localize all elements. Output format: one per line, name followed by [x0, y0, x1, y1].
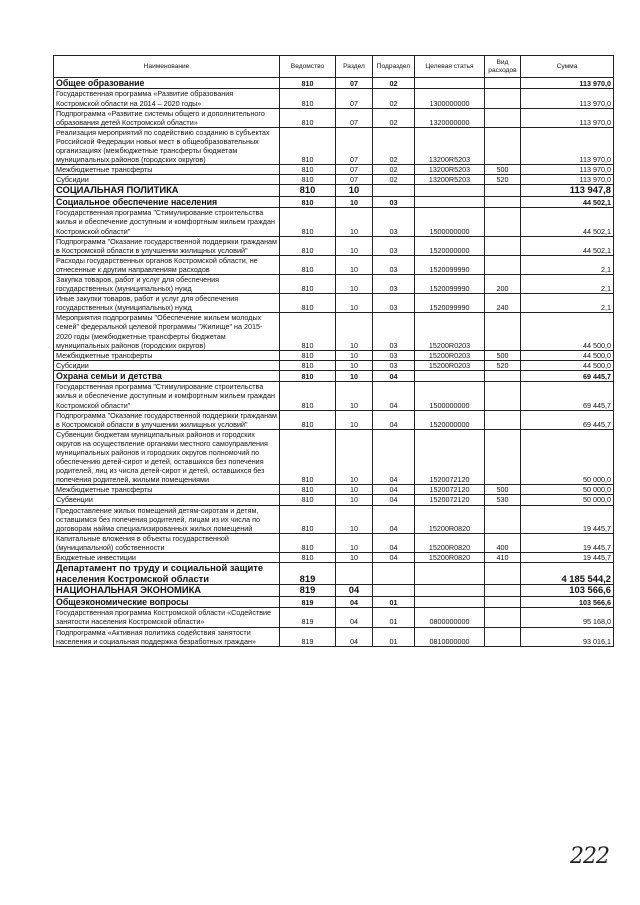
- row-section: 10: [336, 294, 373, 313]
- row-name: Бюджетные инвестиции: [54, 553, 280, 563]
- table-row: [54, 533, 614, 552]
- row-sum: 103 566,6: [521, 596, 614, 607]
- row-kind: 500: [485, 350, 521, 360]
- table-row: [54, 505, 614, 533]
- row-section: 10: [336, 370, 373, 381]
- row-sum: 113 970,0: [521, 127, 614, 164]
- row-name: Межбюджетные трансферты: [54, 165, 280, 175]
- row-sum: 113 947,8: [521, 185, 614, 197]
- row-sum: 113 970,0: [521, 175, 614, 185]
- page-number: 222: [570, 844, 609, 869]
- row-kind: [485, 563, 521, 585]
- table-row: [54, 627, 614, 646]
- row-subsection: 04: [373, 382, 415, 410]
- row-subsection: 03: [373, 208, 415, 236]
- row-kind: [485, 370, 521, 381]
- row-target: 13200R5203: [415, 165, 485, 175]
- table-row: [54, 410, 614, 429]
- table-row: [54, 370, 614, 381]
- row-dept: 810: [280, 429, 336, 485]
- header-sum: Сумма: [521, 56, 614, 78]
- row-dept: 810: [280, 127, 336, 164]
- row-subsection: 04: [373, 485, 415, 495]
- row-name: Мероприятия подпрограммы "Обеспечение жильем молодых семей" федеральной целевой программы "Жилище" на 2015-2020 годы (межбюджетные трансферты бюджетам муниципальных районов (городских округов): [54, 313, 280, 350]
- row-dept: 810: [280, 175, 336, 185]
- row-sum: 44 502,1: [521, 196, 614, 207]
- header-kind: Вид расходов: [485, 56, 521, 78]
- row-section: 04: [336, 585, 373, 597]
- row-kind: [485, 505, 521, 533]
- table-row: [54, 350, 614, 360]
- budget-table-sheet: [53, 55, 613, 647]
- row-name: Предоставление жилых помещений детям-сиротам и детям, оставшимся без попечения родителей, лицам из их числа по договорам найма специализированных жилых помещений: [54, 505, 280, 533]
- row-kind: 520: [485, 175, 521, 185]
- row-target: 1520099990: [415, 294, 485, 313]
- row-kind: 500: [485, 165, 521, 175]
- row-name: Субвенции бюджетам муниципальных районов и городских округов на осуществление органами местного самоуправления муниципальных районов и городских округов полномочий по обеспечению детей-сирот и детей, оставшихся без попечения родителей, лиц из числа детей-сирот и детей, оставшихся без попечения родителей, жилыми помещениями: [54, 429, 280, 485]
- row-name: НАЦИОНАЛЬНАЯ ЭКОНОМИКА: [54, 585, 280, 597]
- row-section: 10: [336, 410, 373, 429]
- table-row: [54, 78, 614, 89]
- row-section: 04: [336, 596, 373, 607]
- row-sum: 19 445,7: [521, 505, 614, 533]
- row-kind: 400: [485, 533, 521, 552]
- row-kind: 530: [485, 495, 521, 505]
- row-dept: 810: [280, 108, 336, 127]
- header-name: Наименование: [54, 56, 280, 78]
- row-subsection: 04: [373, 553, 415, 563]
- table-row: [54, 208, 614, 236]
- row-dept: 810: [280, 196, 336, 207]
- row-name: Иные закупки товаров, работ и услуг для обеспечения государственных (муниципальных) нужд: [54, 294, 280, 313]
- row-subsection: 03: [373, 350, 415, 360]
- row-section: 10: [336, 360, 373, 370]
- row-dept: 810: [280, 78, 336, 89]
- header-dept: Ведомство: [280, 56, 336, 78]
- row-section: 10: [336, 196, 373, 207]
- row-kind: [485, 255, 521, 274]
- row-sum: 69 445,7: [521, 370, 614, 381]
- row-target: 1520072120: [415, 495, 485, 505]
- table-row: [54, 429, 614, 485]
- row-subsection: 01: [373, 608, 415, 627]
- row-name: Общее образование: [54, 78, 280, 89]
- row-dept: 819: [280, 585, 336, 597]
- row-kind: [485, 382, 521, 410]
- row-kind: [485, 627, 521, 646]
- row-name: Закупка товаров, работ и услуг для обеспечения государственных (муниципальных) нужд: [54, 275, 280, 294]
- row-sum: 113 970,0: [521, 89, 614, 108]
- table-row: [54, 255, 614, 274]
- row-sum: 44 502,1: [521, 236, 614, 255]
- row-name: Расходы государственных органов Костромской области, не отнесенные к другим направлениям расходов: [54, 255, 280, 274]
- row-section: 10: [336, 505, 373, 533]
- row-name: Государственная программа Костромской области «Содействие занятости населения Костромской области»: [54, 608, 280, 627]
- row-section: 04: [336, 627, 373, 646]
- row-kind: 520: [485, 360, 521, 370]
- row-dept: 810: [280, 505, 336, 533]
- row-name: Субсидии: [54, 360, 280, 370]
- row-sum: 50 000,0: [521, 429, 614, 485]
- row-name: Межбюджетные трансферты: [54, 485, 280, 495]
- row-sum: 44 500,0: [521, 313, 614, 350]
- table-row: [54, 360, 614, 370]
- table-row: [54, 294, 614, 313]
- row-name: Реализация мероприятий по содействию созданию в субъектах Российской Федерации новых мест в общеобразовательных организациях (межбюджетные трансферты бюджетам муниципальных районов (городских округов): [54, 127, 280, 164]
- row-subsection: 03: [373, 294, 415, 313]
- row-kind: [485, 596, 521, 607]
- row-section: [336, 563, 373, 585]
- budget-table: [53, 55, 614, 647]
- row-target: 15200R0203: [415, 360, 485, 370]
- row-sum: 44 500,0: [521, 350, 614, 360]
- row-name: Подпрограмма "Оказание государственной поддержки гражданам в Костромской области в улучшении жилищных условий": [54, 236, 280, 255]
- row-kind: [485, 78, 521, 89]
- row-sum: 113 970,0: [521, 78, 614, 89]
- table-row: [54, 236, 614, 255]
- row-dept: 810: [280, 165, 336, 175]
- row-name: Департамент по труду и социальной защите населения Костромской области: [54, 563, 280, 585]
- row-subsection: 04: [373, 533, 415, 552]
- row-target: [415, 585, 485, 597]
- row-sum: 2,1: [521, 255, 614, 274]
- row-kind: [485, 127, 521, 164]
- row-dept: 810: [280, 350, 336, 360]
- table-row: [54, 313, 614, 350]
- row-subsection: 04: [373, 410, 415, 429]
- row-target: 1520099990: [415, 275, 485, 294]
- row-subsection: 03: [373, 360, 415, 370]
- row-name: Общеэкономические вопросы: [54, 596, 280, 607]
- row-dept: 810: [280, 485, 336, 495]
- row-sum: 19 445,7: [521, 533, 614, 552]
- row-dept: 810: [280, 208, 336, 236]
- row-sum: 4 185 544,2: [521, 563, 614, 585]
- row-dept: 810: [280, 275, 336, 294]
- row-target: 15200R0203: [415, 350, 485, 360]
- row-name: Социальное обеспечение населения: [54, 196, 280, 207]
- row-section: 07: [336, 175, 373, 185]
- row-dept: 819: [280, 627, 336, 646]
- table-row: [54, 275, 614, 294]
- row-sum: 93 016,1: [521, 627, 614, 646]
- row-subsection: 03: [373, 313, 415, 350]
- row-subsection: 03: [373, 236, 415, 255]
- row-section: 07: [336, 127, 373, 164]
- row-name: Подпрограмма «Активная политика содействия занятости населения и социальная поддержка безработных граждан»: [54, 627, 280, 646]
- row-section: 10: [336, 255, 373, 274]
- row-section: 10: [336, 236, 373, 255]
- row-dept: 810: [280, 410, 336, 429]
- row-section: 10: [336, 533, 373, 552]
- row-name: Государственная программа "Стимулирование строительства жилья и обеспечение доступным и комфортным жильем граждан Костромской области": [54, 382, 280, 410]
- row-subsection: 01: [373, 627, 415, 646]
- row-kind: [485, 208, 521, 236]
- table-row: [54, 185, 614, 197]
- row-target: [415, 196, 485, 207]
- row-dept: 810: [280, 553, 336, 563]
- table-row: [54, 382, 614, 410]
- table-body: [54, 78, 614, 647]
- row-subsection: 04: [373, 429, 415, 485]
- row-subsection: [373, 185, 415, 197]
- row-section: 07: [336, 165, 373, 175]
- row-kind: 200: [485, 275, 521, 294]
- row-name: Субсидии: [54, 175, 280, 185]
- row-subsection: 03: [373, 255, 415, 274]
- row-name: СОЦИАЛЬНАЯ ПОЛИТИКА: [54, 185, 280, 197]
- row-dept: 810: [280, 236, 336, 255]
- row-subsection: 03: [373, 275, 415, 294]
- row-kind: [485, 108, 521, 127]
- row-section: 10: [336, 208, 373, 236]
- table-row: [54, 563, 614, 585]
- row-kind: [485, 429, 521, 485]
- table-row: [54, 127, 614, 164]
- table-row: [54, 596, 614, 607]
- row-section: 10: [336, 553, 373, 563]
- row-sum: 2,1: [521, 275, 614, 294]
- row-sum: 103 566,6: [521, 585, 614, 597]
- row-dept: 810: [280, 294, 336, 313]
- row-name: Государственная программа «Развитие образования Костромской области на 2014 – 2020 годы»: [54, 89, 280, 108]
- row-subsection: 02: [373, 89, 415, 108]
- row-subsection: 04: [373, 370, 415, 381]
- row-target: 13200R5203: [415, 175, 485, 185]
- row-subsection: 04: [373, 495, 415, 505]
- row-target: 1320000000: [415, 108, 485, 127]
- row-kind: [485, 608, 521, 627]
- row-section: 10: [336, 185, 373, 197]
- row-kind: [485, 585, 521, 597]
- row-subsection: 02: [373, 175, 415, 185]
- row-section: 10: [336, 485, 373, 495]
- row-dept: 819: [280, 563, 336, 585]
- row-kind: 410: [485, 553, 521, 563]
- row-name: Подпрограмма «Развитие системы общего и дополнительного образования детей Костромской области»: [54, 108, 280, 127]
- row-dept: 819: [280, 608, 336, 627]
- table-row: [54, 608, 614, 627]
- row-target: 15200R0820: [415, 533, 485, 552]
- row-dept: 810: [280, 370, 336, 381]
- row-subsection: 02: [373, 78, 415, 89]
- table-row: [54, 175, 614, 185]
- row-name: Государственная программа "Стимулирование строительства жилья и обеспечение доступным и комфортным жильем граждан Костромской области": [54, 208, 280, 236]
- row-sum: 95 168,0: [521, 608, 614, 627]
- row-sum: 19 445,7: [521, 553, 614, 563]
- row-kind: 500: [485, 485, 521, 495]
- row-name: Капитальные вложения в объекты государственной (муниципальной) собственности: [54, 533, 280, 552]
- row-subsection: 02: [373, 165, 415, 175]
- row-target: 1520000000: [415, 236, 485, 255]
- row-target: 1500000000: [415, 382, 485, 410]
- row-section: 10: [336, 313, 373, 350]
- row-section: 04: [336, 608, 373, 627]
- row-dept: 810: [280, 185, 336, 197]
- table-row: [54, 89, 614, 108]
- table-row: [54, 165, 614, 175]
- row-target: 15200R0203: [415, 313, 485, 350]
- row-target: 13200R5203: [415, 127, 485, 164]
- row-subsection: [373, 563, 415, 585]
- row-section: 10: [336, 350, 373, 360]
- header-target: Целевая статья: [415, 56, 485, 78]
- table-row: [54, 485, 614, 495]
- row-dept: 810: [280, 255, 336, 274]
- row-target: [415, 78, 485, 89]
- row-dept: 819: [280, 596, 336, 607]
- row-kind: 240: [485, 294, 521, 313]
- row-target: 1520000000: [415, 410, 485, 429]
- row-name: Субвенции: [54, 495, 280, 505]
- row-sum: 69 445,7: [521, 382, 614, 410]
- row-dept: 810: [280, 495, 336, 505]
- row-sum: 50 000,0: [521, 485, 614, 495]
- row-dept: 810: [280, 382, 336, 410]
- row-section: 10: [336, 275, 373, 294]
- row-dept: 810: [280, 360, 336, 370]
- table-row: [54, 495, 614, 505]
- row-section: 10: [336, 495, 373, 505]
- row-section: 07: [336, 78, 373, 89]
- row-sum: 2,1: [521, 294, 614, 313]
- row-subsection: 02: [373, 108, 415, 127]
- row-kind: [485, 313, 521, 350]
- row-kind: [485, 185, 521, 197]
- header-section: Раздел: [336, 56, 373, 78]
- row-sum: 69 445,7: [521, 410, 614, 429]
- row-sum: 44 500,0: [521, 360, 614, 370]
- row-target: 0800000000: [415, 608, 485, 627]
- row-section: 07: [336, 108, 373, 127]
- row-target: 15200R0820: [415, 505, 485, 533]
- row-name: Охрана семьи и детства: [54, 370, 280, 381]
- row-subsection: 01: [373, 596, 415, 607]
- row-target: 0810000000: [415, 627, 485, 646]
- row-target: 1520072120: [415, 429, 485, 485]
- row-dept: 810: [280, 89, 336, 108]
- row-target: 1520099990: [415, 255, 485, 274]
- row-kind: [485, 196, 521, 207]
- row-subsection: [373, 585, 415, 597]
- row-subsection: 02: [373, 127, 415, 164]
- row-dept: 810: [280, 313, 336, 350]
- table-row: [54, 585, 614, 597]
- header-subsection: Подраздел: [373, 56, 415, 78]
- row-target: [415, 185, 485, 197]
- row-subsection: 03: [373, 196, 415, 207]
- row-kind: [485, 236, 521, 255]
- row-name: Межбюджетные трансферты: [54, 350, 280, 360]
- row-target: 1520072120: [415, 485, 485, 495]
- row-target: 1500000000: [415, 208, 485, 236]
- row-kind: [485, 410, 521, 429]
- row-section: 07: [336, 89, 373, 108]
- row-subsection: 04: [373, 505, 415, 533]
- row-name: Подпрограмма "Оказание государственной поддержки гражданам в Костромской области в улучшении жилищных условий": [54, 410, 280, 429]
- row-section: 10: [336, 429, 373, 485]
- row-target: [415, 563, 485, 585]
- row-target: [415, 370, 485, 381]
- row-kind: [485, 89, 521, 108]
- row-sum: 44 502,1: [521, 208, 614, 236]
- row-section: 10: [336, 382, 373, 410]
- table-row: [54, 553, 614, 563]
- table-header-row: [54, 56, 614, 78]
- table-row: [54, 196, 614, 207]
- row-target: 1300000000: [415, 89, 485, 108]
- row-target: [415, 596, 485, 607]
- row-sum: 113 970,0: [521, 108, 614, 127]
- row-sum: 113 970,0: [521, 165, 614, 175]
- table-row: [54, 108, 614, 127]
- row-target: 15200R0820: [415, 553, 485, 563]
- row-dept: 810: [280, 533, 336, 552]
- row-sum: 50 000,0: [521, 495, 614, 505]
